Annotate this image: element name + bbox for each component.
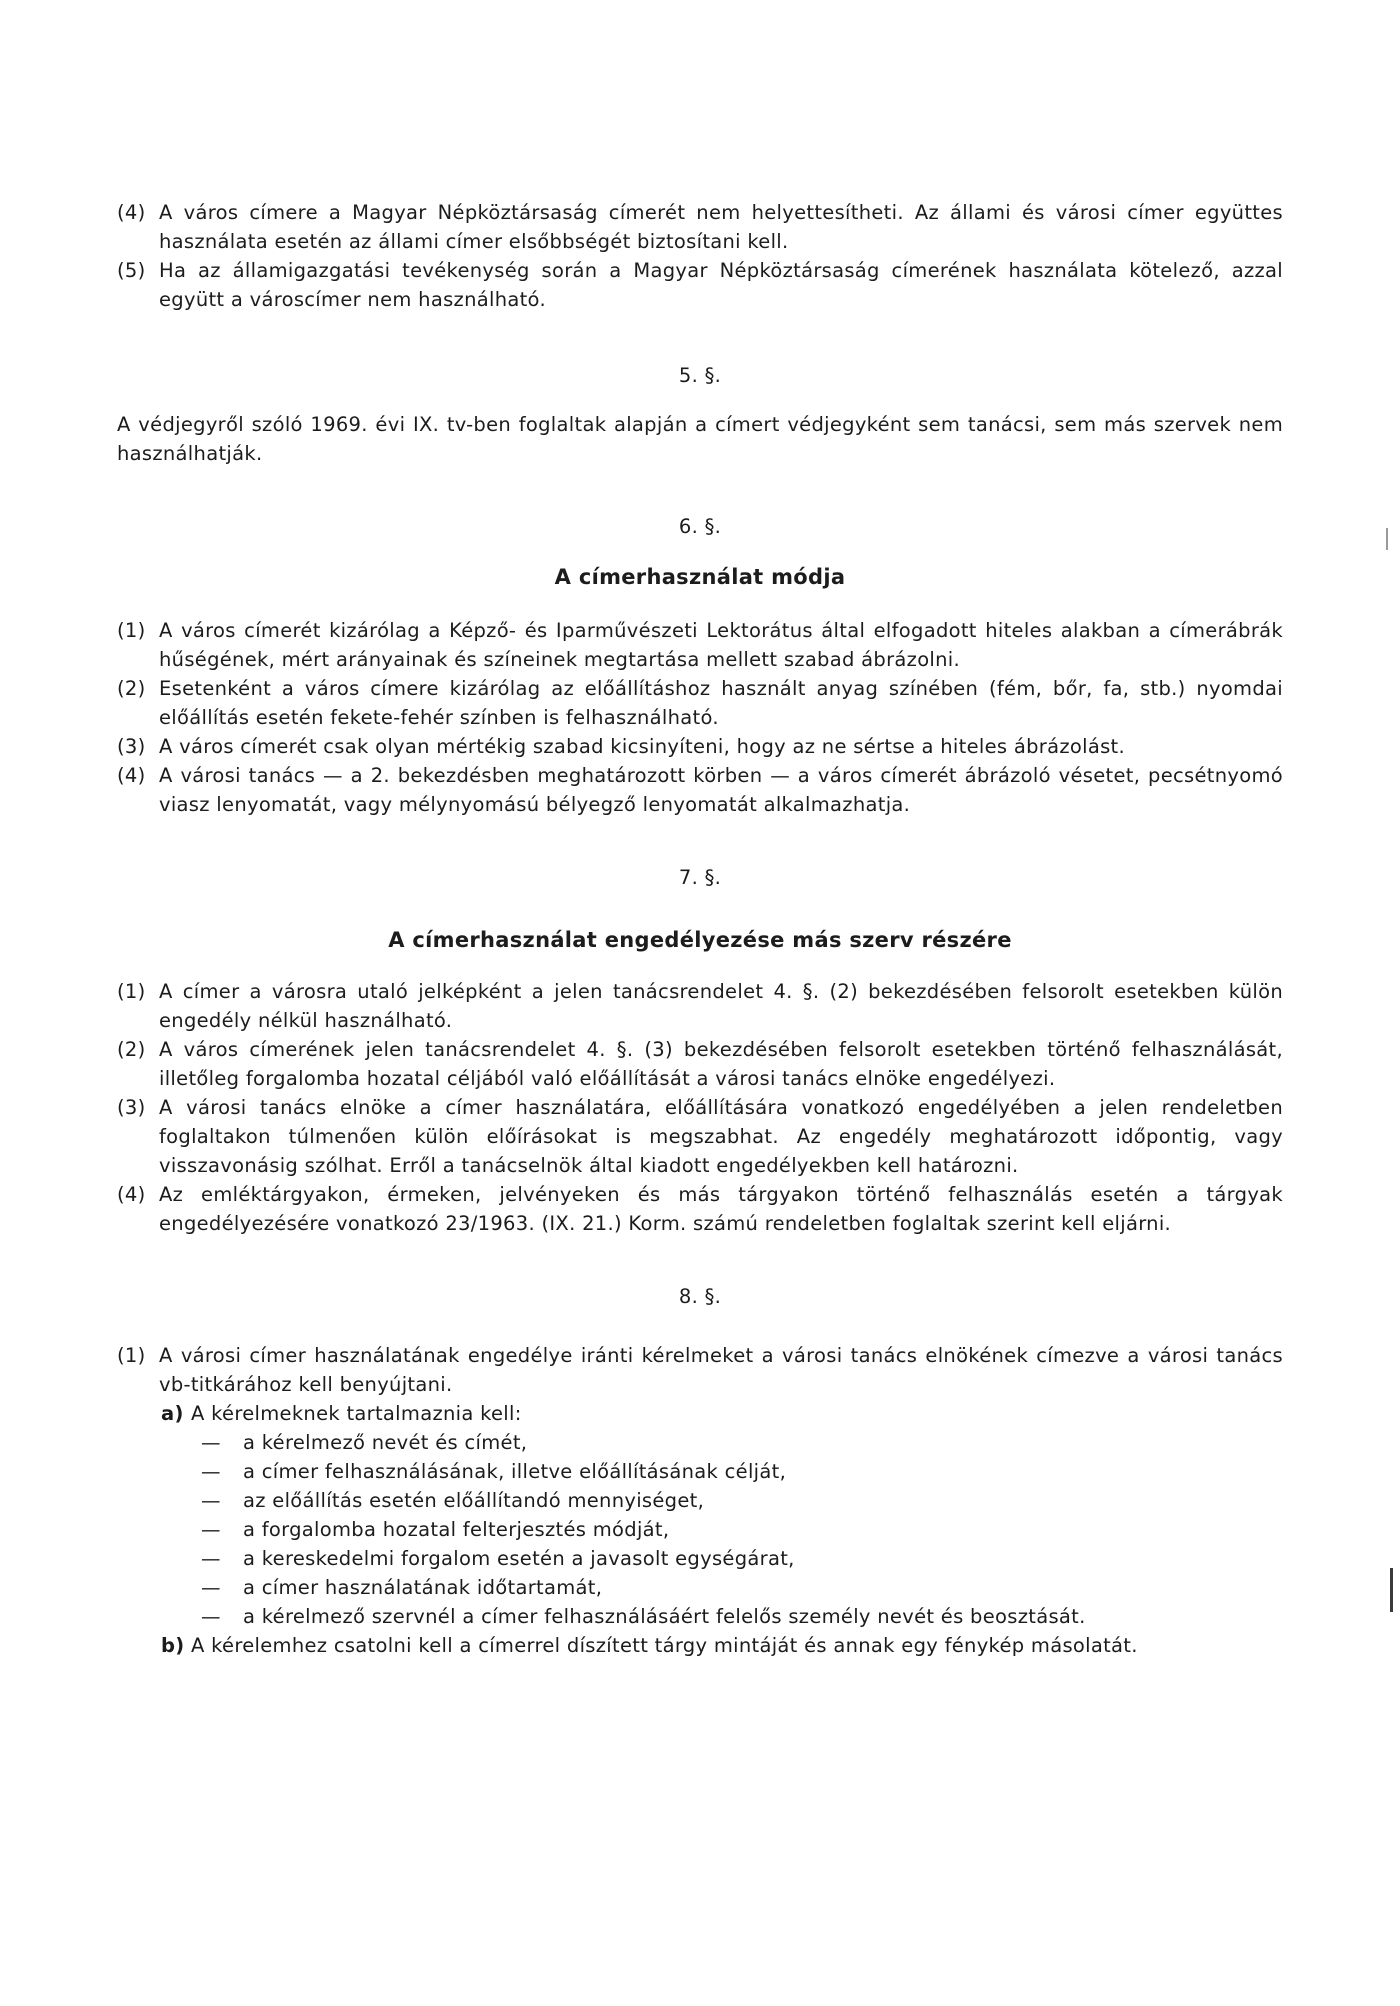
dash-marker: — <box>201 1547 221 1570</box>
paragraph-text: Az emléktárgyakon, érmeken, jelvényeken és más tárgyakon történő felhasználás esetén a tárgyak engedélyezésére vonatkozó 23/1963. (IX. 21.) Korm. számú rendeletben foglaltak szerint kell eljárni. <box>159 1183 1283 1235</box>
requirements-list <box>117 1428 1283 1631</box>
paragraph-6-2 <box>117 674 1283 732</box>
paragraph-text: A városi tanács elnöke a címer használatára, előállítására vonatkozó engedélyében a jelen rendeletben foglaltakon túlmenően külön előírásokat is megszabhat. Az engedély meghatározott időpontig, vagy visszavonásig szólhat. Erről a tanácselnök által kiadott engedélyekben kell határozni. <box>159 1096 1283 1177</box>
section-8-items <box>117 1341 1283 1660</box>
list-item-text: a kérelmező szervnél a címer felhasználásáért felelős személy nevét és beosztását. <box>243 1605 1086 1628</box>
list-item <box>117 1573 1283 1602</box>
paragraph-6-1 <box>117 616 1283 674</box>
paragraph-number: (4) <box>117 201 146 224</box>
scan-mark <box>1390 1568 1393 1612</box>
dash-marker: — <box>201 1460 221 1483</box>
paragraph-number: (1) <box>117 1344 146 1367</box>
list-item-text: a kérelmező nevét és címét, <box>243 1431 528 1454</box>
list-item <box>117 1457 1283 1486</box>
subitem-letter: a) <box>161 1402 184 1425</box>
dash-marker: — <box>201 1605 221 1628</box>
paragraph-4-5 <box>117 256 1283 314</box>
dash-marker: — <box>201 1576 221 1599</box>
paragraph-number: (2) <box>117 677 146 700</box>
paragraph-6-3 <box>117 732 1283 761</box>
paragraph-4-4 <box>117 198 1283 256</box>
paragraph-text: A város címerét kizárólag a Képző- és Iparművészeti Lektorátus által elfogadott hiteles alakban a címerábrák hűségének, mért arányainak és színeinek megtartása mellett szabad ábrázolni. <box>159 619 1283 671</box>
section-5-number: 5. §. <box>678 364 722 387</box>
paragraph-7-4 <box>117 1180 1283 1238</box>
list-item-text: az előállítás esetén előállítandó mennyiséget, <box>243 1489 705 1512</box>
paragraph-7-3 <box>117 1093 1283 1180</box>
section-4-items <box>117 198 1283 314</box>
paragraph-7-2 <box>117 1035 1283 1093</box>
paragraph-text: Ha az államigazgatási tevékenység során a Magyar Népköztársaság címerének használata kötelező, azzal együtt a városcímer nem használható. <box>159 259 1283 311</box>
list-item <box>117 1486 1283 1515</box>
paragraph-number: (2) <box>117 1038 146 1061</box>
list-item-text: a címer használatának időtartamát, <box>243 1576 603 1599</box>
section-6-number: 6. §. <box>678 515 722 538</box>
list-item-text: a forgalomba hozatal felterjesztés módját, <box>243 1518 670 1541</box>
paragraph-number: (4) <box>117 764 146 787</box>
subitem-letter: b) <box>161 1634 185 1657</box>
section-5-text: A védjegyről szóló 1969. évi IX. tv-ben foglaltak alapján a címert védjegyként sem tanácsi, sem más szervek nem használhatják. <box>117 413 1283 465</box>
section-7-items <box>117 977 1283 1238</box>
paragraph-text: A város címerét csak olyan mértékig szabad kicsinyíteni, hogy az ne sértse a hiteles ábrázolást. <box>159 735 1125 758</box>
paragraph-text: A címer a városra utaló jelképként a jelen tanácsrendelet 4. §. (2) bekezdésében felsorolt esetekben külön engedély nélkül használható. <box>159 980 1283 1032</box>
list-item-text: a címer felhasználásának, illetve előállításának célját, <box>243 1460 787 1483</box>
paragraph-text: A város címerének jelen tanácsrendelet 4. §. (3) bekezdésében felsorolt esetekben történő felhasználását, illetőleg forgalomba hozatal céljából való előállítását a városi tanács elnöke engedélyezi. <box>159 1038 1283 1090</box>
list-item <box>117 1428 1283 1457</box>
section-6-title: A címerhasználat módja <box>554 565 846 589</box>
paragraph-text: A város címere a Magyar Népköztársaság címerét nem helyettesítheti. Az állami és városi címer együttes használata esetén az állami címer elsőbbségét biztosítani kell. <box>159 201 1283 253</box>
paragraph-number: (5) <box>117 259 146 282</box>
subitem-text: A kérelemhez csatolni kell a címerrel díszített tárgy mintáját és annak egy fénykép másolatát. <box>191 1634 1138 1657</box>
paragraph-6-4 <box>117 761 1283 819</box>
section-8-number: 8. §. <box>678 1285 722 1308</box>
paragraph-number: (1) <box>117 980 146 1003</box>
paragraph-text: A városi tanács — a 2. bekezdésben meghatározott körben — a város címerét ábrázoló vésetet, pecsétnyomó viasz lenyomatát, vagy mélynyomású bélyegző lenyomatát alkalmazhatja. <box>159 764 1283 816</box>
subitem-b <box>117 1631 1283 1660</box>
paragraph-7-1 <box>117 977 1283 1035</box>
paragraph-number: (3) <box>117 1096 146 1119</box>
section-7-title: A címerhasználat engedélyezése más szerv részére <box>388 928 1012 952</box>
scan-mark <box>1386 528 1388 550</box>
list-item <box>117 1602 1283 1631</box>
dash-marker: — <box>201 1518 221 1541</box>
dash-marker: — <box>201 1431 221 1454</box>
paragraph-text: Esetenként a város címere kizárólag az előállításhoz használt anyag színében (fém, bőr, fa, stb.) nyomdai előállítás esetén fekete-fehér színben is felhasználható. <box>159 677 1283 729</box>
paragraph-8-1 <box>117 1341 1283 1399</box>
section-6-items <box>117 616 1283 819</box>
paragraph-text: A városi címer használatának engedélye iránti kérelmeket a városi tanács elnökének címezve a városi tanács vb-titkárához kell benyújtani. <box>159 1344 1283 1396</box>
list-item-text: a kereskedelmi forgalom esetén a javasolt egységárat, <box>243 1547 795 1570</box>
list-item <box>117 1515 1283 1544</box>
paragraph-number: (3) <box>117 735 146 758</box>
subitem-text: A kérelmeknek tartalmaznia kell: <box>191 1402 522 1425</box>
list-item <box>117 1544 1283 1573</box>
paragraph-number: (1) <box>117 619 146 642</box>
dash-marker: — <box>201 1489 221 1512</box>
subitem-a <box>117 1399 1283 1428</box>
section-7-number: 7. §. <box>678 866 722 889</box>
paragraph-number: (4) <box>117 1183 146 1206</box>
